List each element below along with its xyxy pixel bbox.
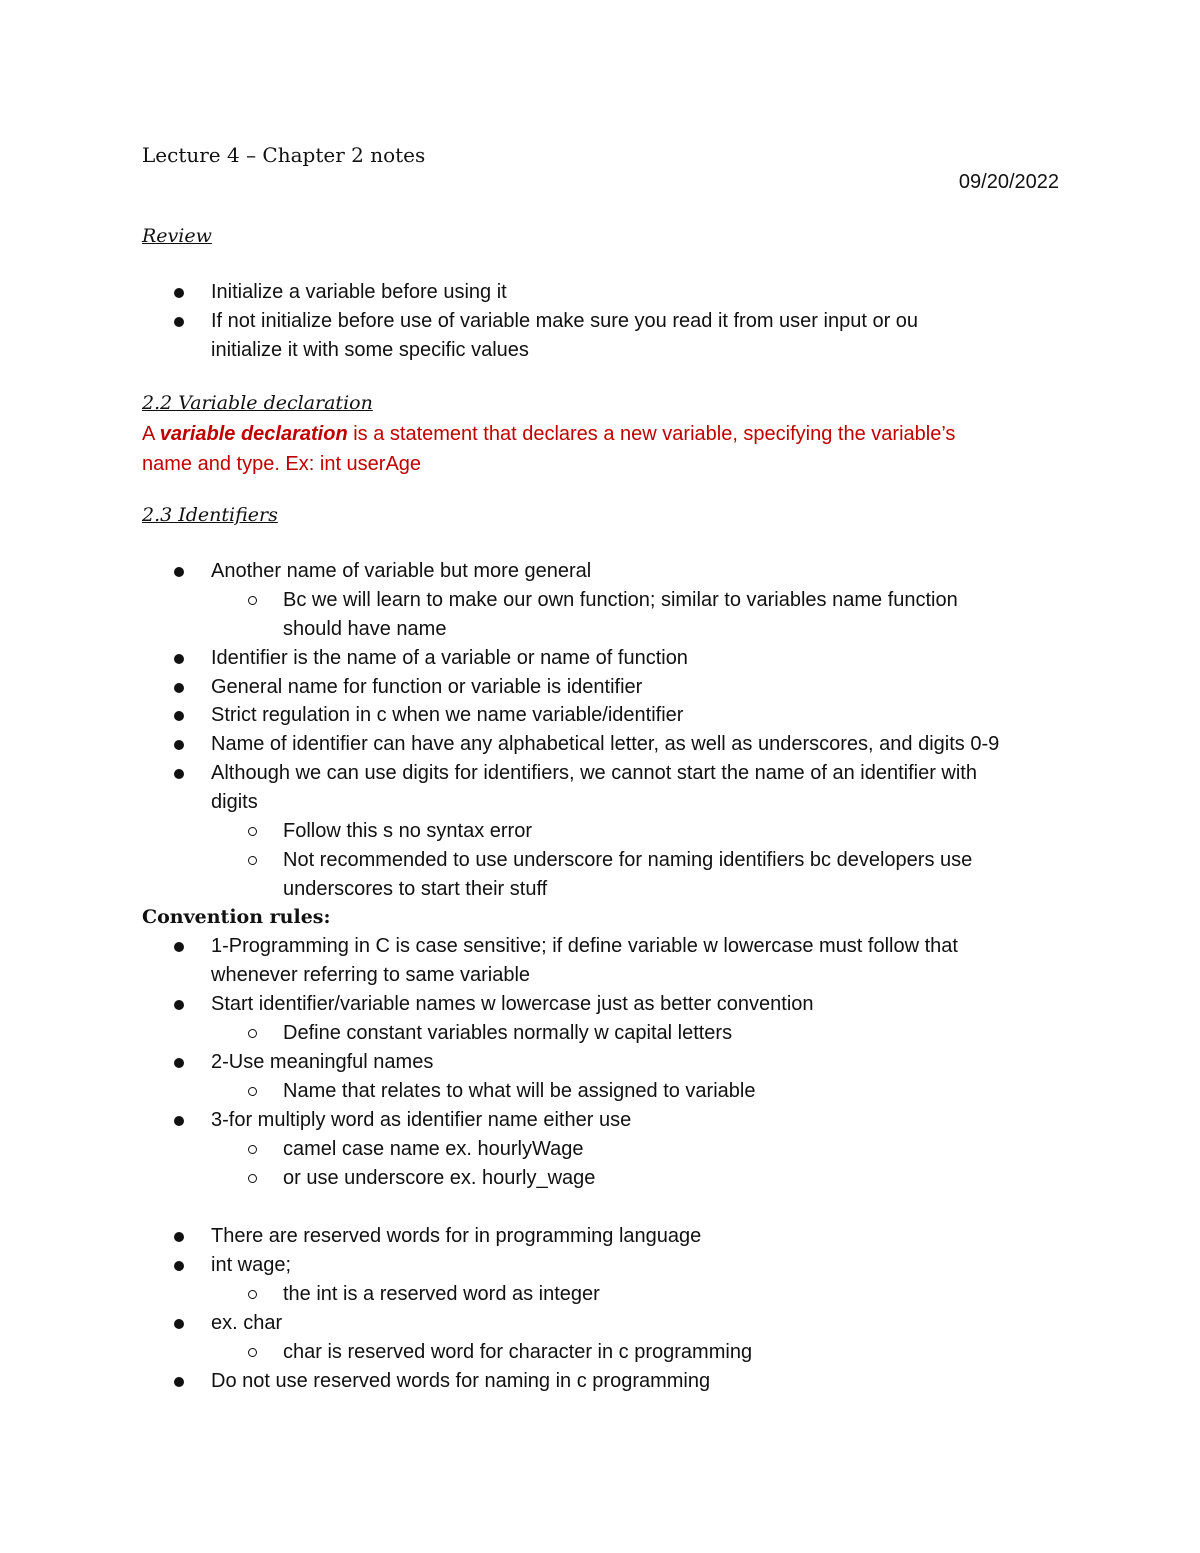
sub-bullet-marker: [248, 827, 257, 836]
definition-text: is a statement that declares a new variable, specifying the variable’s: [347, 423, 956, 445]
sub-bullet-marker: [248, 1087, 257, 1096]
identifiers-subitem-continuation: should have name: [283, 618, 447, 640]
bullet-marker: [174, 1058, 184, 1068]
bullet-marker: [174, 1000, 184, 1010]
bullet-marker: [174, 317, 184, 327]
bullet-marker: [174, 654, 184, 664]
review-heading: Review: [142, 225, 212, 247]
identifiers-subitem-continuation: underscores to start their stuff: [283, 878, 548, 900]
bullet-marker: [174, 1377, 184, 1387]
reserved-item: ex. char: [211, 1312, 283, 1334]
identifiers-item: Strict regulation in c when we name variable/identifier: [211, 704, 684, 726]
bullet-marker: [174, 740, 184, 750]
variable-declaration-definition: [142, 419, 1042, 479]
convention-item: Start identifier/variable names w lowercase just as better convention: [211, 993, 814, 1015]
variable-declaration-heading: 2.2 Variable declaration: [142, 392, 373, 414]
sub-bullet-marker: [248, 1174, 257, 1183]
convention-subitem: or use underscore ex. hourly_wage: [283, 1167, 596, 1189]
reserved-item: Do not use reserved words for naming in c programming: [211, 1370, 711, 1392]
bullet-marker: [174, 942, 184, 952]
definition-keyword: variable declaration: [159, 423, 348, 445]
sub-bullet-marker: [248, 1290, 257, 1299]
convention-item: 2-Use meaningful names: [211, 1051, 434, 1073]
review-item: If not initialize before use of variable make sure you read it from user input or ou: [211, 310, 919, 332]
convention-subitem: Name that relates to what will be assigned to variable: [283, 1080, 756, 1102]
definition-text: name and type. Ex: int userAge: [142, 453, 422, 475]
page-title: Lecture 4 – Chapter 2 notes: [142, 143, 426, 167]
convention-subitem: Define constant variables normally w capital letters: [283, 1022, 733, 1044]
convention-item: 3-for multiply word as identifier name either use: [211, 1109, 632, 1131]
identifiers-subitem: Follow this s no syntax error: [283, 820, 532, 842]
identifiers-subitem: Bc we will learn to make our own function; similar to variables name function: [283, 589, 958, 611]
bullet-marker: [174, 567, 184, 577]
bullet-marker: [174, 288, 184, 298]
identifiers-item-continuation: digits: [211, 791, 258, 813]
sub-bullet-marker: [248, 1145, 257, 1154]
bullet-marker: [174, 1319, 184, 1329]
sub-bullet-marker: [248, 1029, 257, 1038]
page-date: 09/20/2022: [958, 171, 1059, 193]
bullet-marker: [174, 683, 184, 693]
reserved-item: int wage;: [211, 1254, 292, 1276]
sub-bullet-marker: [248, 596, 257, 605]
bullet-marker: [174, 711, 184, 721]
convention-rules-heading: Convention rules:: [142, 906, 331, 928]
identifiers-heading: 2.3 Identifiers: [142, 504, 278, 526]
bullet-marker: [174, 1232, 184, 1242]
identifiers-subitem: Not recommended to use underscore for naming identifiers bc developers use: [283, 849, 973, 871]
reserved-subitem: the int is a reserved word as integer: [283, 1283, 600, 1305]
bullet-marker: [174, 1261, 184, 1271]
identifiers-item: General name for function or variable is identifier: [211, 676, 643, 698]
identifiers-item: Although we can use digits for identifiers, we cannot start the name of an identifier with: [211, 762, 977, 784]
convention-subitem: camel case name ex. hourlyWage: [283, 1138, 584, 1160]
reserved-subitem: char is reserved word for character in c programming: [283, 1341, 753, 1363]
identifiers-item: Identifier is the name of a variable or name of function: [211, 647, 688, 669]
definition-prefix: A: [142, 423, 160, 445]
review-item: Initialize a variable before using it: [211, 281, 507, 303]
review-item-continuation: initialize it with some specific values: [211, 339, 529, 361]
convention-item: 1-Programming in C is case sensitive; if define variable w lowercase must follow that: [211, 935, 958, 957]
reserved-item: There are reserved words for in programming language: [211, 1225, 702, 1247]
identifiers-item: Name of identifier can have any alphabetical letter, as well as underscores, and digits 0-9: [211, 733, 1000, 755]
sub-bullet-marker: [248, 1348, 257, 1357]
bullet-marker: [174, 769, 184, 779]
sub-bullet-marker: [248, 856, 257, 865]
bullet-marker: [174, 1116, 184, 1126]
identifiers-item: Another name of variable but more general: [211, 560, 592, 582]
convention-item-continuation: whenever referring to same variable: [211, 964, 531, 986]
